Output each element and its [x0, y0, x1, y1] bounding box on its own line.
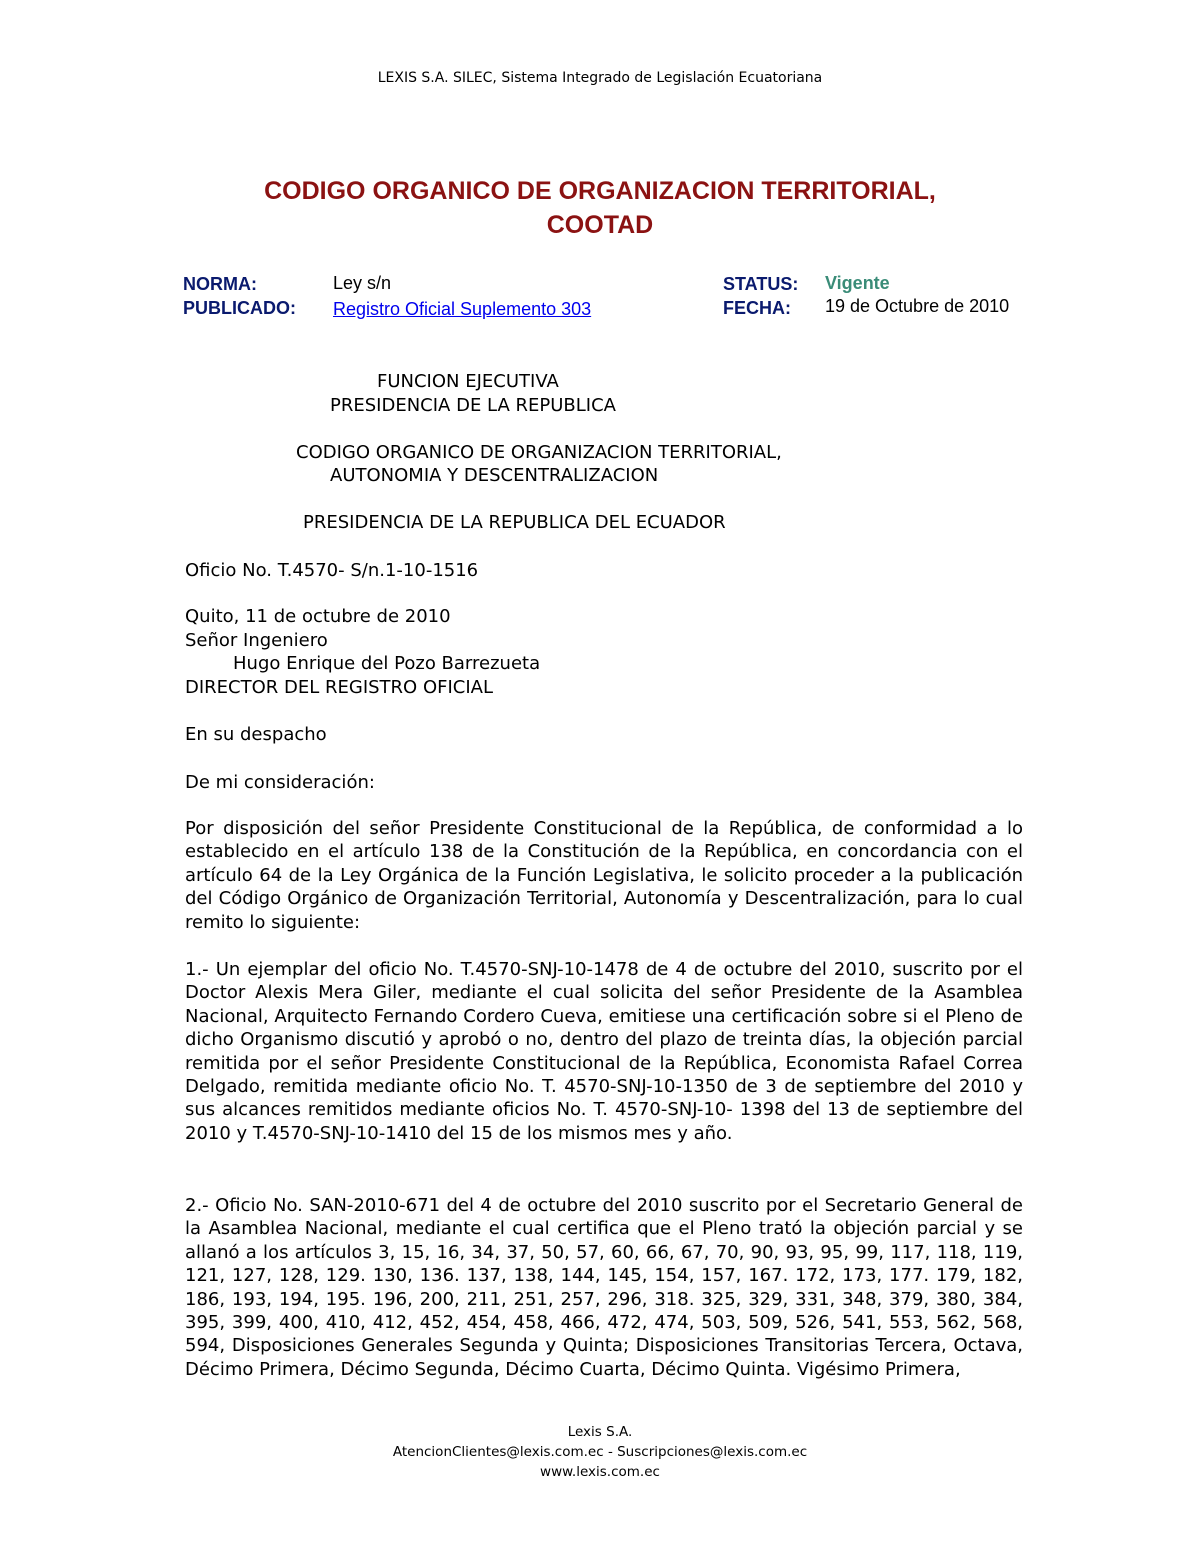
- oficio-number: Oficio No. T.4570- S/n.1-10-1516: [185, 560, 479, 581]
- recipient-name: Hugo Enrique del Pozo Barrezueta: [233, 653, 541, 674]
- paragraph-3: 2.- Oficio No. SAN-2010-671 del 4 de octubre del 2010 suscrito por el Secretario General de la Asamblea Nacional, mediante el cual certifica que el Pleno trató la objeción parcial y se allanó a los artículos 3, 15, 16, 34, 37, 50, 57, 60, 66, 67, 70, 90, 93, 95, 99, 117, 118, 119, 121, 127, 128, 129. 130, 136. 137, 138, 144, 145, 154, 157, 167. 172, 173, 177. 179, 182, 186, 193, 194, 195. 196, 200, 211, 251, 257, 296, 318. 325, 329, 331, 348, 379, 380, 384, 395, 399, 400, 410, 412, 452, 454, 458, 466, 472, 474, 503, 509, 526, 541, 553, 562, 568, 594, Disposiciones Generales Segunda y Quinta; Disposiciones Transitorias Tercera, Octava, Décimo Primera, Décimo Segunda, Décimo Cuarta, Décimo Quinta. Vigésimo Primera,: [185, 1195, 1023, 1380]
- page-header: LEXIS S.A. SILEC, Sistema Integrado de Legislación Ecuatoriana: [377, 70, 823, 86]
- despacho-line: En su despacho: [185, 724, 327, 745]
- publicado-label: PUBLICADO:: [183, 298, 296, 318]
- norma-label: NORMA:: [183, 274, 257, 294]
- fecha-label: FECHA:: [723, 298, 791, 318]
- heading-presidencia: PRESIDENCIA DE LA REPUBLICA: [330, 395, 616, 416]
- title-line-1: CODIGO ORGANICO DE ORGANIZACION TERRITORIAL,: [264, 177, 936, 205]
- paragraph-1: Por disposición del señor Presidente Constitucional de la República, de conformidad a lo establecido en el artículo 138 de la Constitución de la República, en concordancia con el artículo 64 de la Ley Orgánica de la Función Legislativa, le solicito proceder a la publicación del Código Orgánico de Organización Territorial, Autonomía y Descentralización, para lo cual remito lo siguiente:: [185, 818, 1023, 933]
- paragraph-2: 1.- Un ejemplar del oficio No. T.4570-SNJ-10-1478 de 4 de octubre del 2010, suscrito por el Doctor Alexis Mera Giler, mediante el cual solicita del señor Presidente de la Asamblea Nacional, Arquitecto Fernando Cordero Cueva, emitiese una certificación sobre si el Pleno de dicho Organismo discutió y aprobó o no, dentro del plazo de treinta días, la objeción parcial remitida por el señor Presidente Constitucional de la República, Economista Rafael Correa Delgado, remitida mediante oficio No. T. 4570-SNJ-10-1350 de 3 de septiembre del 2010 y sus alcances remitidos mediante oficios No. T. 4570-SNJ-10- 1398 del 13 de septiembre del 2010 y T.4570-SNJ-10-1410 del 15 de los mismos mes y año.: [185, 959, 1023, 1144]
- page-footer: [0, 1422, 1200, 1482]
- norma-value: Ley s/n: [333, 273, 392, 293]
- consideracion-line: De mi consideración:: [185, 772, 375, 793]
- heading-codigo-line-1: CODIGO ORGANICO DE ORGANIZACION TERRITORIAL,: [296, 442, 782, 463]
- status-label: STATUS:: [723, 274, 799, 294]
- heading-funcion-ejecutiva: FUNCION EJECUTIVA: [377, 371, 559, 392]
- heading-codigo-line-2: AUTONOMIA Y DESCENTRALIZACION: [330, 465, 659, 486]
- footer-website: www.lexis.com.ec: [540, 1464, 660, 1480]
- heading-presidencia-ecuador: PRESIDENCIA DE LA REPUBLICA DEL ECUADOR: [303, 512, 726, 533]
- status-value: Vigente: [825, 273, 890, 293]
- publicado-link[interactable]: Registro Oficial Suplemento 303: [333, 299, 592, 319]
- salutation: Señor Ingeniero: [185, 630, 328, 651]
- document-title: [0, 174, 1200, 242]
- recipient-title: DIRECTOR DEL REGISTRO OFICIAL: [185, 677, 493, 698]
- footer-company: Lexis S.A.: [567, 1424, 633, 1440]
- footer-emails: AtencionClientes@lexis.com.ec - Suscripciones@lexis.com.ec: [392, 1444, 808, 1460]
- place-date: Quito, 11 de octubre de 2010: [185, 606, 451, 627]
- title-line-2: COOTAD: [546, 211, 654, 239]
- fecha-value: 19 de Octubre de 2010: [825, 296, 1010, 316]
